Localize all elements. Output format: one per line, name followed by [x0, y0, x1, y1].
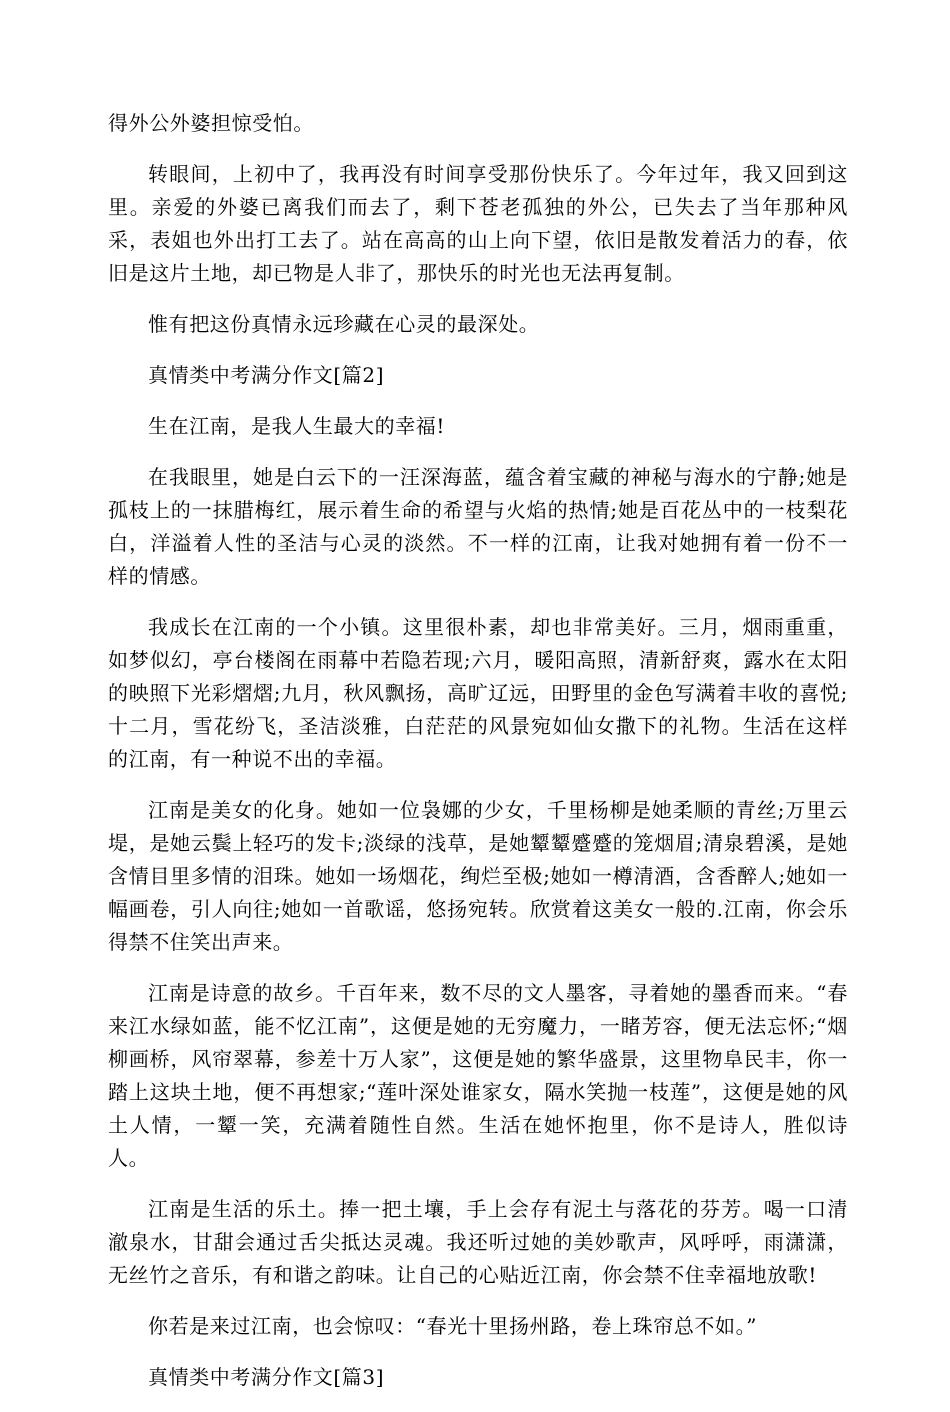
document-page [108, 107, 848, 1412]
paragraph: 你若是来过江南，也会惊叹：“春光十里扬州路，卷上珠帘总不如。” [148, 1314, 758, 1338]
paragraph: 江南是美女的化身。她如一位袅娜的少女，千里杨柳是她柔顺的青丝;万里云堤，是她云鬓上轻巧的发卡;淡绿的浅草，是她颦颦蹙蹙的笼烟眉;清泉碧溪，是她含情目里多情的泪珠。她如一场烟花，绚烂至极;她如一樽清酒，含香醉人;她如一幅画卷，引人向往;她如一首歌谣，悠扬宛转。欣赏着这美女一般的.江南，你会乐得禁不住笑出声来。 [108, 798, 848, 954]
paragraph: 生在江南，是我人生最大的幸福! [148, 414, 446, 438]
paragraph: 在我眼里，她是白云下的一汪深海蓝，蕴含着宝藏的神秘与海水的宁静;她是孤枝上的一抹腊梅红，展示着生命的希望与火焰的热情;她是百花丛中的一枝梨花白，洋溢着人性的圣洁与心灵的淡然。不一样的江南，让我对她拥有着一份不一样的情感。 [108, 465, 848, 588]
paragraph-continuation: 得外公外婆担惊受怕。 [108, 111, 314, 135]
section-heading-2: 真情类中考满分作文[篇2] [148, 363, 385, 387]
paragraph: 转眼间，上初中了，我再没有时间享受那份快乐了。今年过年，我又回到这里。亲爱的外婆已离我们而去了，剩下苍老孤独的外公，已失去了当年那种风采，表姐也外出打工去了。站在高高的山上向下望，依旧是散发着活力的春，依旧是这片土地，却已物是人非了，那快乐的时光也无法再复制。 [108, 162, 848, 285]
paragraph: 我成长在江南的一个小镇。这里很朴素，却也非常美好。三月，烟雨重重，如梦似幻，亭台楼阁在雨幕中若隐若现;六月，暖阳高照，清新舒爽，露水在太阳的映照下光彩熠熠;九月，秋风飘扬，高旷辽远，田野里的金色写满着丰收的喜悦;十二月，雪花纷飞，圣洁淡雅，白茫茫的风景宛如仙女撒下的礼物。生活在这样的江南，有一种说不出的幸福。 [108, 615, 848, 771]
section-heading-3: 真情类中考满分作文[篇3] [148, 1365, 385, 1389]
paragraph: 江南是生活的乐土。捧一把土壤，手上会存有泥土与落花的芬芳。喝一口清澈泉水，甘甜会通过舌尖抵达灵魂。我还听过她的美妙歌声，风呼呼，雨潇潇，无丝竹之音乐，有和谐之韵味。让自己的心贴近江南，你会禁不住幸福地放歌! [108, 1197, 848, 1287]
paragraph: 江南是诗意的故乡。千百年来，数不尽的文人墨客，寻着她的墨香而来。“春来江水绿如蓝，能不忆江南”，这便是她的无穷魔力，一睹芳容，便无法忘怀;“烟柳画桥，风帘翠幕，参差十万人家”，这便是她的繁华盛景，这里物阜民丰，你一踏上这块土地，便不再想家;“莲叶深处谁家女，隔水笑抛一枝莲”，这便是她的风土人情，一颦一笑，充满着随性自然。生活在她怀抱里，你不是诗人，胜似诗人。 [108, 981, 848, 1170]
paragraph: 惟有把这份真情永远珍藏在心灵的最深处。 [148, 312, 540, 336]
